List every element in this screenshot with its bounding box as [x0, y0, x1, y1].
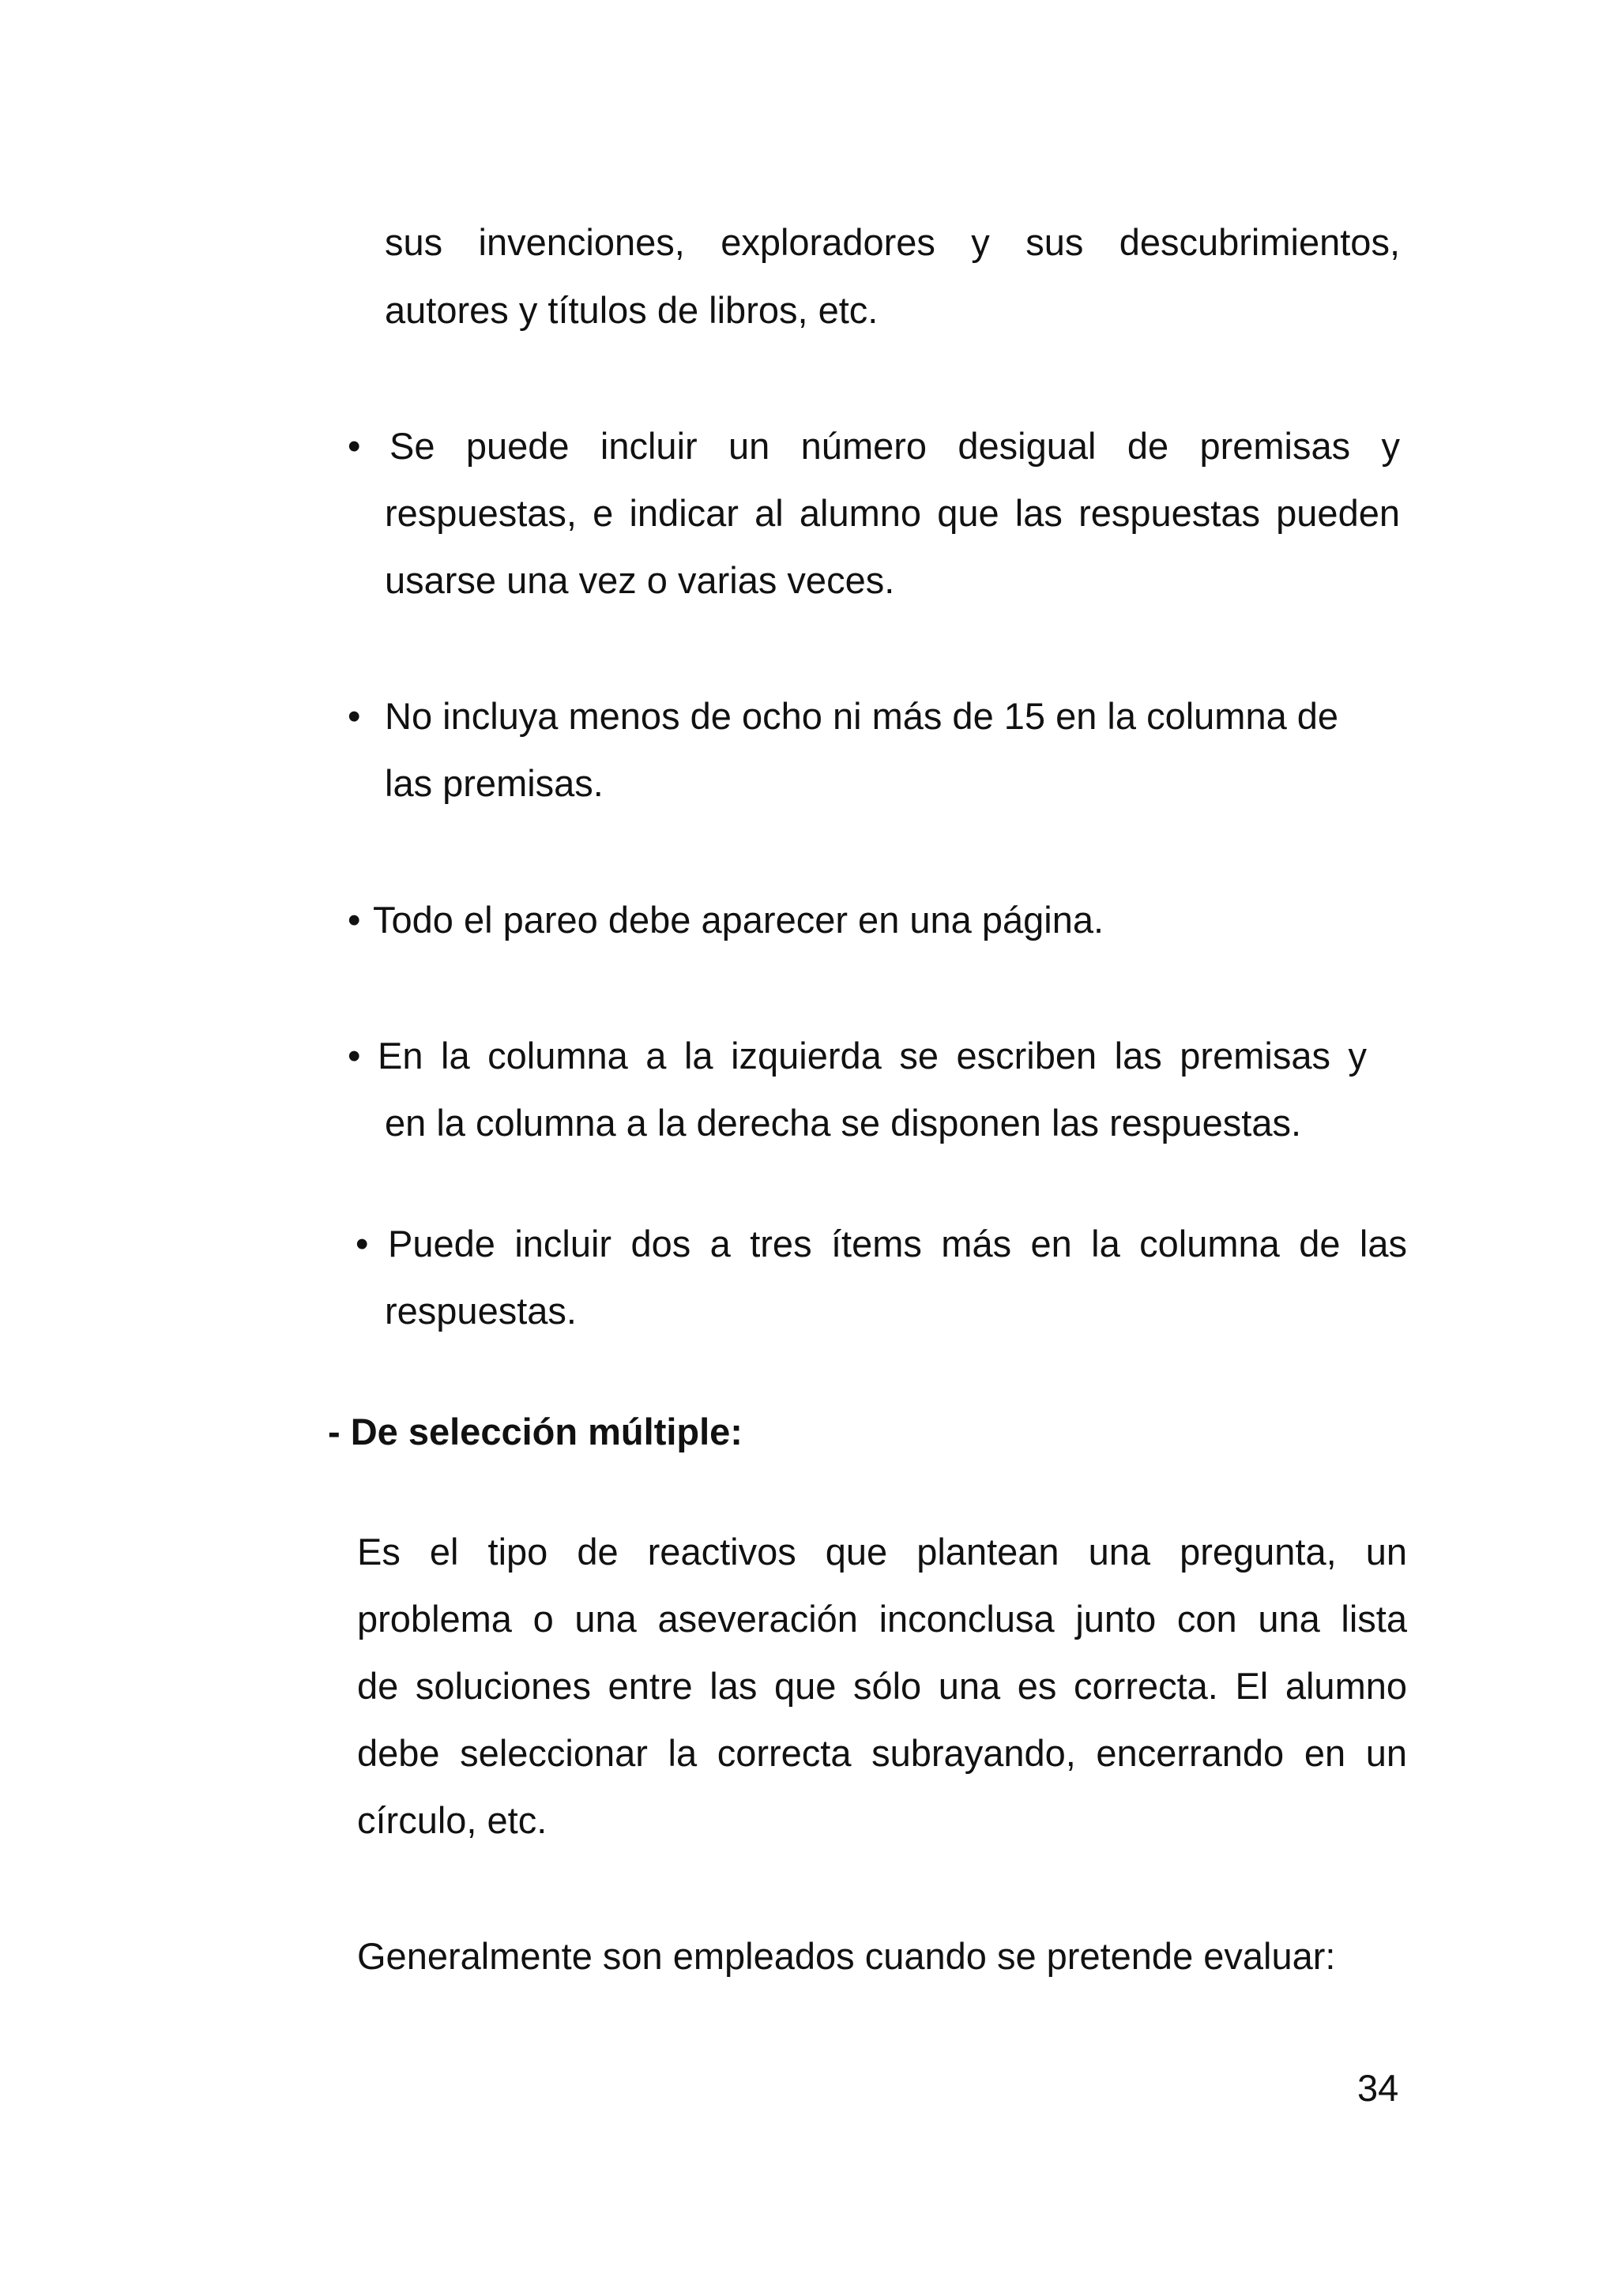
bullet-1-line-3: usarse una vez o varias veces. [385, 559, 895, 601]
paragraph-line-3: de soluciones entre las que sólo una es correcta. El alumno [357, 1665, 1407, 1707]
bullet-4-line-1: En la columna a la izquierda se escriben las premisas y [378, 1035, 1367, 1077]
bullet-4-line-2: en la columna a la derecha se disponen las respuestas. [385, 1102, 1302, 1144]
bullet-1-line-1: Se puede incluir un número desigual de premisas y [389, 425, 1400, 467]
bullet-3-line-1: Todo el pareo debe aparecer en una página. [373, 899, 1104, 941]
bullet-marker-1: • [348, 425, 361, 467]
paragraph-line-1: Es el tipo de reactivos que plantean una pregunta, un [357, 1531, 1407, 1573]
bullet-1-line-2: respuestas, e indicar al alumno que las respuestas pueden [385, 492, 1400, 534]
bullet-2-line-1: No incluya menos de ocho ni más de 15 en la columna de [385, 695, 1339, 737]
paragraph-line-2: problema o una aseveración inconclusa junto con una lista [357, 1598, 1407, 1640]
bullet-2-line-2: las premisas. [385, 762, 604, 804]
bullet-5-line-2: respuestas. [385, 1290, 577, 1332]
section-heading: - De selección múltiple: [328, 1411, 743, 1452]
bullet-marker-5: • [356, 1223, 369, 1264]
paragraph-line-4: debe seleccionar la correcta subrayando, encerrando en un [357, 1732, 1407, 1774]
closing-line: Generalmente son empleados cuando se pretende evaluar: [357, 1935, 1336, 1977]
bullet-marker-3: • [348, 899, 361, 941]
bullet-marker-4: • [348, 1035, 361, 1077]
bullet-5-line-1: Puede incluir dos a tres ítems más en la columna de las [388, 1223, 1407, 1264]
continuation-line-2: autores y títulos de libros, etc. [385, 289, 879, 331]
paragraph-line-5: círculo, etc. [357, 1799, 547, 1841]
continuation-line-1: sus invenciones, exploradores y sus descubrimientos, [385, 221, 1400, 263]
page-number: 34 [1357, 2067, 1399, 2109]
bullet-marker-2: • [348, 695, 361, 737]
